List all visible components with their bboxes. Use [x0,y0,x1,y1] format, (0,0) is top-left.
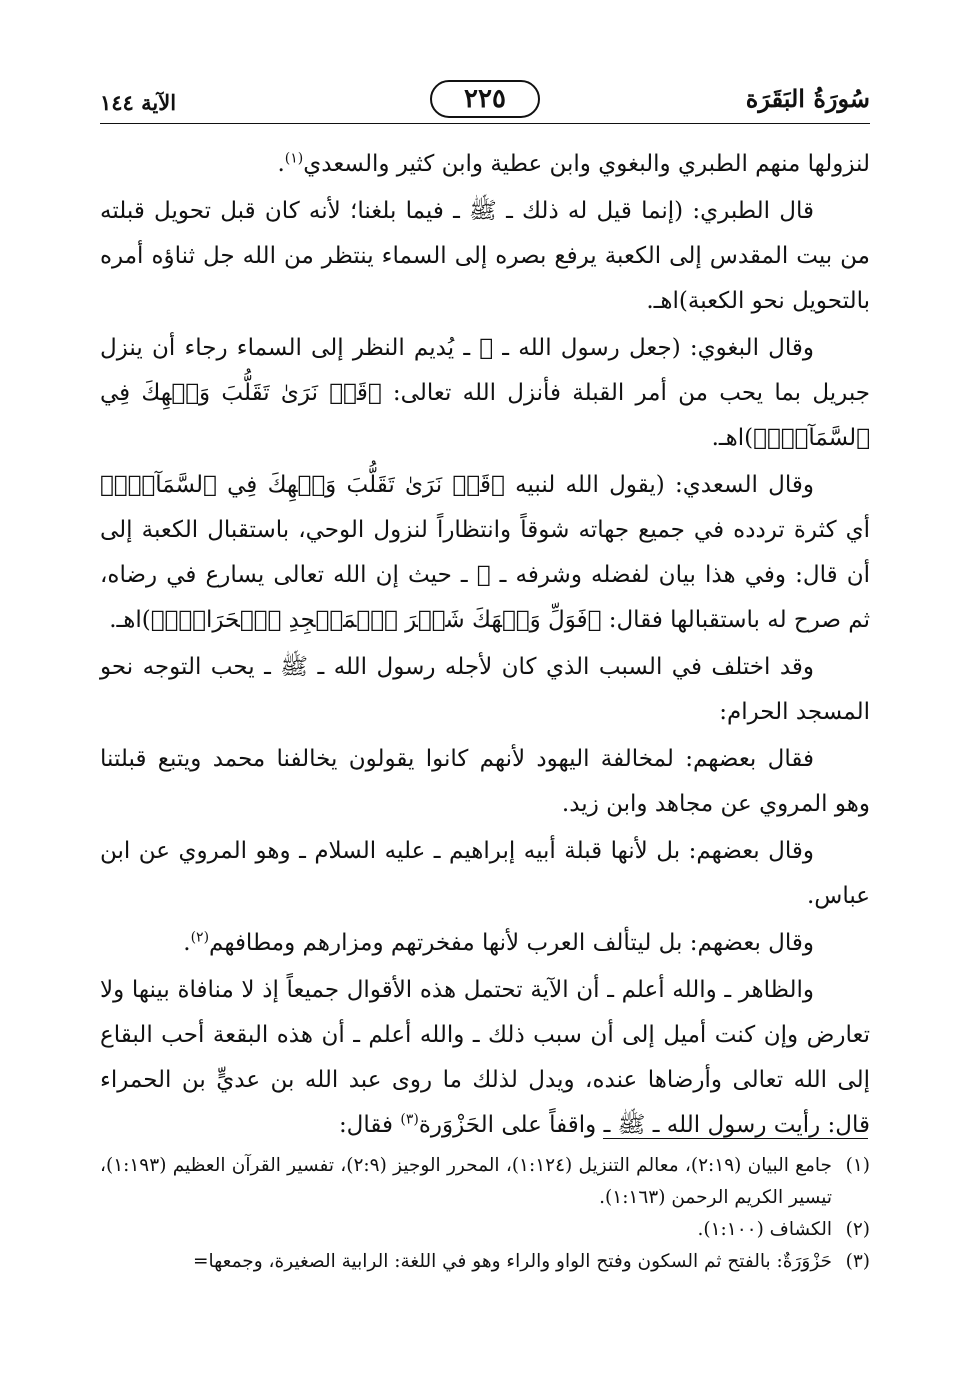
footnote-item [100,1246,870,1278]
main-text [100,142,870,1150]
footnote-ref[interactable]: (٣) [400,1111,419,1128]
footnote-text: جامع البيان (٢:١٩)، معالم التنزيل (١:١٢٤)، المحرر الوجيز (٢:٩)، تفسير القرآن العظيم (١:١٩٣)، تيسير الكريم الرحمن (١:١٦٣). [100,1155,832,1208]
footnote-text: حَزْوَرَةٌ: بالفتح ثم السكون وفتح الواو والراء وهو في اللغة: الرابية الصغيرة، وجمعها= [193,1251,832,1272]
footnote-number: (٣) [845,1251,870,1272]
paragraph: وقد اختلف في السبب الذي كان لأجله رسول الله ـ ﷺ ـ يحب التوجه نحو المسجد الحرام: [100,654,870,725]
footnote-ref[interactable]: (٢) [190,929,210,946]
paragraph: والظاهر ـ والله أعلم ـ أن الآية تحتمل هذه الأقوال جميعاً إذ لا منافاة بينها ولا تعارض وإن كنت أميل إلى أن سبب ذلك ـ والله أعلم ـ أن هذه البقعة أحب البقاع إلى الله تعالى وأرضاها عنده، ويدل لذلك ما روى عبد الله بن عديٍّ بن الحمراء قال: رأيت رسول الله ـ ﷺ ـ واقفاً على الحَزْوَرة$^{(٣)}$ فقال: [100,977,870,1138]
footnote-ref[interactable]: (١) [284,150,304,167]
surah-title: سُورَةُ البَقَرَة [745,84,870,113]
paragraph: وقال السعدي: (يقول الله لنبيه ﴿قَدۡ نَرَىٰ تَقَلُّبَ وَجۡهِكَ فِي ٱلسَّمَآءِۖ﴾ أي كثرة تردده في جميع جهاته شوقاً وانتظاراً لنزول الوحي، باستقبال الكعبة إلى أن قال: وفي هذا بيان لفضله وشرفه ـ ﷺ ـ حيث إن الله تعالى يسارع في رضاه، ثم صرح له باستقبالها فقال: ﴿فَوَلِّ وَجۡهَكَ شَطۡرَ ٱلۡمَسۡجِدِ ٱلۡحَرَامِۚ﴾)اهـ. [100,472,870,633]
footnote-divider [603,1138,868,1139]
page-number: ٢٢٥ [430,80,540,118]
footnote-item [100,1150,870,1214]
footnote-number: (٢) [845,1219,870,1240]
footnote-number: (١) [845,1155,870,1176]
header-divider [100,123,870,124]
paragraph: فقال بعضهم: لمخالفة اليهود لأنهم كانوا يقولون يخالفنا محمد ويتبع قبلتنا وهو المروي عن مجاهد وابن زيد. [100,746,870,817]
page-header [100,82,870,120]
paragraph: وقال بعضهم: بل لأنها قبلة أبيه إبراهيم ـ عليه السلام ـ وهو المروي عن ابن عباس. [100,838,870,909]
paragraph: لنزولها منهم الطبري والبغوي وابن عطية وابن كثير والسعدي$^{(١)}$. [277,150,870,177]
ayah-label: الآية ١٤٤ [100,90,177,115]
footnote-item [100,1214,870,1246]
paragraph: وقال البغوي: (جعل رسول الله ـ ﷺ ـ يُديم النظر إلى السماء رجاء أن ينزل جبريل بما يحب من أمر القبلة فأنزل الله تعالى: ﴿قَدۡ نَرَىٰ تَقَلُّبَ وَجۡهِكَ فِي ٱلسَّمَآءِۖ﴾)اهـ. [100,335,870,451]
paragraph: وقال بعضهم: بل ليتألف العرب لأنها مفخرتهم ومزارهم ومطافهم$^{(٢)}$. [183,929,814,956]
paragraph: قال الطبري: (إنما قيل له ذلك ـ ﷺ ـ فيما بلغنا؛ لأنه كان قبل تحويل قبلته من بيت المقدس إلى الكعبة يرفع بصره إلى السماء ينتظر من الله جل ثناؤه أمره بالتحويل نحو الكعبة)اهـ. [100,198,870,314]
footnotes [100,1150,870,1278]
footnote-text: الكشاف (١:١٠٠). [697,1219,832,1240]
